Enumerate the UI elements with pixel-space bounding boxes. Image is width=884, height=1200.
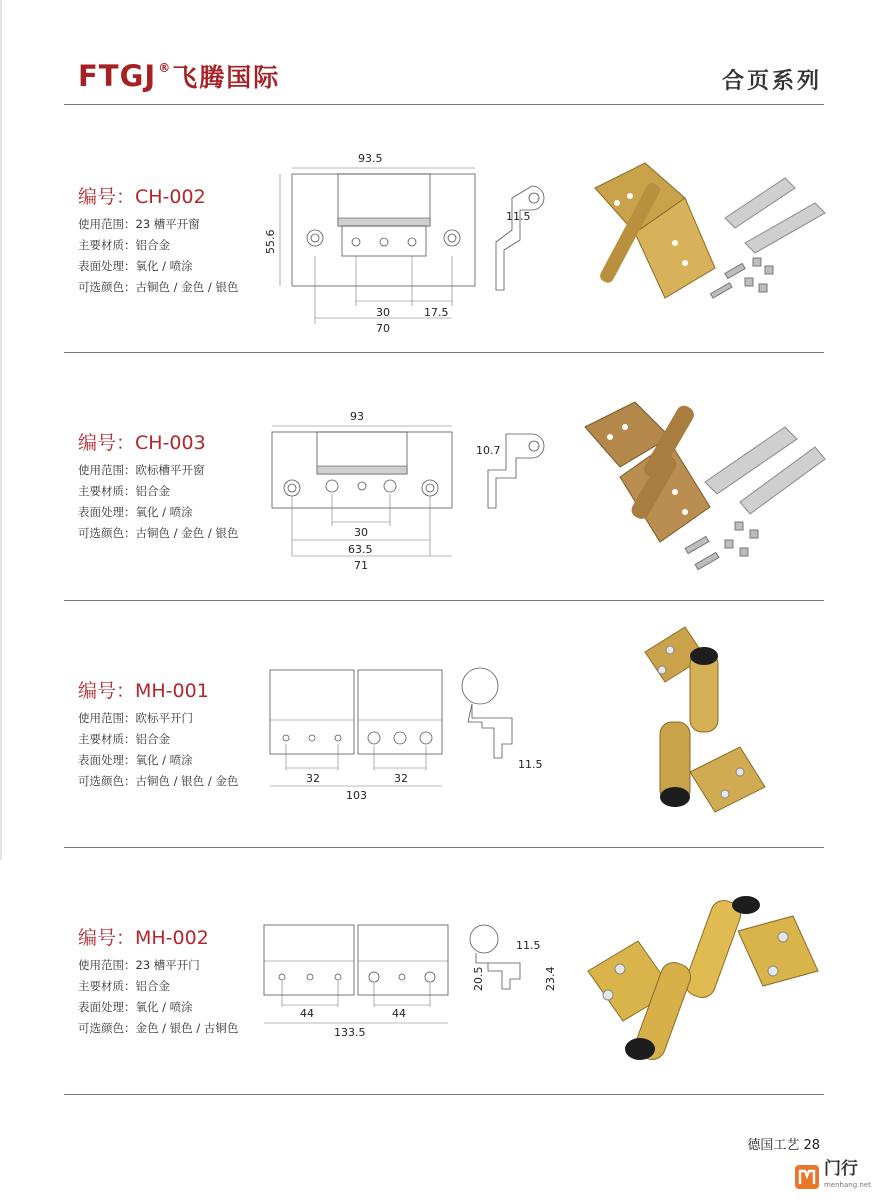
product-model: 编号：CH-002 (78, 186, 206, 208)
spec-material: 主要材质：铝合金 (78, 238, 170, 252)
product-model: 编号：MH-001 (78, 680, 209, 702)
dim-hole-spacing-right: 32 (394, 772, 408, 785)
dim-profile-height-right: 23.4 (544, 966, 557, 991)
technical-drawing (262, 404, 562, 584)
watermark-url: menhang.net (824, 1181, 871, 1189)
technical-drawing (262, 662, 562, 807)
spec-usage: 使用范围：欧标槽平开窗 (78, 463, 205, 477)
spec-usage: 使用范围：23 槽平开门 (78, 958, 200, 972)
dim-profile: 10.7 (476, 444, 501, 457)
spec-material: 主要材质：铝合金 (78, 484, 170, 498)
section-divider (64, 600, 824, 601)
logo-chinese: 飞腾国际 (172, 63, 281, 92)
section-divider (64, 352, 824, 353)
dim-total-length: 133.5 (334, 1026, 366, 1039)
product-photo-ch-003 (575, 382, 835, 572)
dim-hole-spacing-left: 32 (306, 772, 320, 785)
spec-colors: 可选颜色：古铜色 / 金色 / 银色 (78, 280, 239, 294)
spec-usage: 使用范围：23 槽平开窗 (78, 217, 200, 231)
watermark-logo-icon (794, 1164, 820, 1190)
product-photo-ch-002 (575, 148, 835, 328)
dim-edge-offset: 17.5 (424, 306, 449, 319)
product-section-mh-002 (0, 849, 884, 1095)
product-photo-mh-002 (578, 891, 828, 1081)
spec-usage: 使用范围：欧标平开门 (78, 711, 193, 725)
dim-hole-span: 63.5 (348, 543, 373, 556)
product-section-mh-001 (0, 602, 884, 848)
logo-english: FTGJ (78, 59, 157, 93)
spec-finish: 表面处理：氧化 / 喷涂 (78, 259, 193, 273)
product-specs (78, 955, 238, 1039)
dim-profile: 11.5 (518, 758, 543, 771)
dim-hole-spacing: 30 (354, 526, 368, 539)
product-specs (78, 214, 238, 298)
dim-width: 93.5 (358, 152, 383, 165)
dim-height: 55.6 (264, 229, 277, 254)
product-specs (78, 460, 238, 544)
dim-width: 93 (350, 410, 364, 423)
spec-colors: 可选颜色：古铜色 / 金色 / 银色 (78, 526, 239, 540)
section-divider (64, 1094, 824, 1095)
page-number: 德国工艺 28 (747, 1138, 820, 1153)
product-photo-mh-001 (630, 622, 780, 822)
spec-material: 主要材质：铝合金 (78, 979, 170, 993)
product-specs (78, 708, 238, 792)
series-title: 合页系列 (721, 69, 822, 94)
dim-profile: 11.5 (506, 210, 531, 223)
dim-hole-spacing: 30 (376, 306, 390, 319)
spec-finish: 表面处理：氧化 / 喷涂 (78, 753, 193, 767)
spec-colors: 可选颜色：金色 / 银色 / 古铜色 (78, 1021, 239, 1035)
spec-finish: 表面处理：氧化 / 喷涂 (78, 1000, 193, 1014)
dim-profile-width: 11.5 (516, 939, 541, 952)
dim-total-length: 103 (346, 789, 367, 802)
dim-hole-spacing-left: 44 (300, 1007, 314, 1020)
dim-profile-height-left: 20.5 (472, 966, 485, 991)
product-section-ch-003 (0, 354, 884, 600)
dim-hole-spacing-right: 44 (392, 1007, 406, 1020)
product-model: 编号：MH-002 (78, 927, 209, 949)
technical-drawing (264, 146, 570, 336)
spec-colors: 可选颜色：古铜色 / 银色 / 金色 (78, 774, 239, 788)
dim-total-length: 71 (354, 559, 368, 572)
product-model: 编号：CH-003 (78, 432, 206, 454)
dim-total-length: 70 (376, 322, 390, 335)
product-section-ch-002 (0, 108, 884, 354)
brand-logo (78, 56, 280, 96)
watermark-cn: 门行 (824, 1159, 858, 1179)
spec-material: 主要材质：铝合金 (78, 732, 170, 746)
watermark-text (824, 1161, 871, 1193)
watermark (794, 1161, 871, 1193)
section-divider (64, 847, 824, 848)
technical-drawing (258, 919, 568, 1044)
registered-mark: ® (158, 61, 171, 75)
spec-finish: 表面处理：氧化 / 喷涂 (78, 505, 193, 519)
header-divider (64, 104, 824, 105)
page-header (0, 0, 884, 108)
